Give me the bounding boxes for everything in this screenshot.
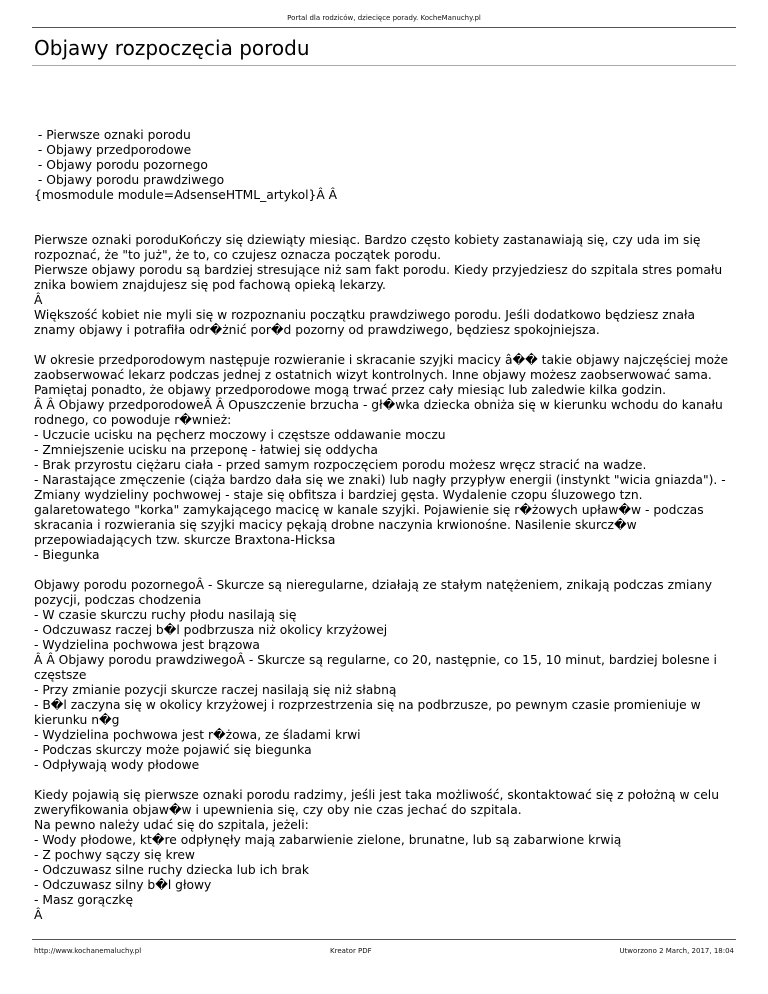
paragraph: Pierwsze objawy porodu są bardziej stresujące niż sam fakt porodu. Kiedy przyjedziesz do szpitala stres pomału znika bowiem znajdujesz się pod fachową opieką lekarzy. — [34, 263, 727, 292]
list-item: - Biegunka — [34, 548, 100, 562]
list-item: - B�l zaczyna się w okolicy krzyżowej i rozprzestrzenia się na podbrzusze, po pewnym czasie promieniuje w kierunku n�g — [34, 698, 705, 727]
module-tag: {mosmodule module=AdsenseHTML_artykol}Â Â — [34, 188, 338, 202]
toc-item: - Objawy przedporodowe — [34, 143, 192, 157]
paragraph: Â Â Objawy przedporodoweÂ Â Opuszczenie brzucha - gł�wka dziecka obniża się w kierunku wchodu do kanału rodnego, co powoduje r�wnież: — [34, 398, 727, 427]
list-item: - Brak przyrostu ciężaru ciała - przed samym rozpoczęciem porodu możesz wręcz stracić na wadze. — [34, 458, 647, 472]
paragraph: Â — [34, 293, 43, 307]
table-of-contents — [34, 128, 734, 203]
paragraph: W okresie przedporodowym następuje rozwieranie i skracanie szyjki macicy â�� takie objawy najczęściej może zaobserwować lekarz podczas jednej z ostatnich wizyt kontrolnych. Inne objawy możesz zaobserwować sama. Pamiętaj ponadto, że objawy przedporodowe mogą trwać przez cały miesiąc lub zaledwie kilka godzin. — [34, 353, 732, 397]
footer-created-date: Utworzono 2 March, 2017, 18:04 — [619, 947, 734, 955]
list-item: - Masz gorączkę — [34, 893, 134, 907]
paragraph: Â Â Objawy porodu prawdziwegoÂ - Skurcze są regularne, co 20, następnie, co 15, 10 minut, bardziej bolesne i częstsze — [34, 653, 721, 682]
paragraph: Â — [34, 908, 43, 922]
footer-generator: Kreator PDF — [330, 947, 372, 955]
list-item: - Wydzielina pochwowa jest brązowa — [34, 638, 260, 652]
list-item: - Zmniejszenie ucisku na przeponę - łatwiej się oddycha — [34, 443, 378, 457]
site-caption: Portal dla rodziców, dziecięce porady. KocheManuchy.pl — [287, 14, 481, 22]
toc-item: - Objawy porodu prawdziwego — [34, 173, 225, 187]
article-body — [34, 128, 734, 923]
list-item: - Przy zmianie pozycji skurcze raczej nasilają się niż słabną — [34, 683, 397, 697]
toc-item: - Pierwsze oznaki porodu — [34, 128, 191, 142]
footer-divider — [32, 939, 736, 940]
list-item: - Uczucie ucisku na pęcherz moczowy i częstsze oddawanie moczu — [34, 428, 446, 442]
list-item: - Odpływają wody płodowe — [34, 758, 200, 772]
header-divider — [32, 27, 736, 28]
section-false-vs-true-labor — [34, 578, 734, 773]
list-item: - Odczuwasz silny b�l głowy — [34, 878, 212, 892]
paragraph: Kiedy pojawią się pierwsze oznaki porodu radzimy, jeśli jest taka możliwość, skontaktować się z położną w celu zweryfikowania objaw�w i upewnienia się, czy oby nie czas jechać do szpitala. — [34, 788, 723, 817]
article-title: Objawy rozpoczęcia porodu — [34, 36, 310, 60]
paragraph: Objawy porodu pozornegoÂ - Skurcze są nieregularne, działają ze stałym natężeniem, znikają podczas zmiany pozycji, podczas chodzenia — [34, 578, 716, 607]
list-item: - Wody płodowe, kt�re odpłynęły mają zabarwienie zielone, brunatne, lub są zabarwione krwią — [34, 833, 622, 847]
paragraph: Na pewno należy udać się do szpitala, jeżeli: — [34, 818, 309, 832]
paragraph: Większość kobiet nie myli się w rozpoznaniu początku prawdziwego porodu. Jeśli dodatkowo będziesz znała znamy objawy i potrafiła odr�żnić por�d pozorny od prawdziwego, będziesz spokojniejsza. — [34, 308, 699, 337]
title-divider — [32, 65, 736, 66]
section-first-signs — [34, 233, 734, 338]
section-prelabor-signs — [34, 353, 734, 563]
list-item: - Wydzielina pochwowa jest r�żowa, ze śladami krwi — [34, 728, 361, 742]
list-item: - Odczuwasz raczej b�l podbrzusza niż okolicy krzyżowej — [34, 623, 388, 637]
toc-item: - Objawy porodu pozornego — [34, 158, 208, 172]
list-item: - W czasie skurczu ruchy płodu nasilają się — [34, 608, 297, 622]
list-item: - Z pochwy sączy się krew — [34, 848, 195, 862]
list-item: - Podczas skurczy może pojawić się biegunka — [34, 743, 312, 757]
list-item: - Odczuwasz silne ruchy dziecka lub ich brak — [34, 863, 309, 877]
footer-url: http://www.kochanemaluchy.pl — [34, 947, 142, 955]
list-item: - Narastające zmęczenie (ciąża bardzo dała się we znaki) lub nagły przypływ energii (instynkt "wicia gniazda"). - Zmiany wydzieliny pochwowej - staje się obfitsza i bardziej gęsta. Wydalenie czopu śluzowego tzn. galaretowatego "korka" zamykającego macicę w kanale szyjki. Pojawienie się r�żowych upław�w - podczas skracania i rozwierania się szyjki macicy pękają drobne naczynia krwionośne. Nasilenie skurcz�w przepowiadających tzw. skurcze Braxtona-Hicksa — [34, 473, 730, 547]
paragraph: Pierwsze oznaki poroduKończy się dziewiąty miesiąc. Bardzo często kobiety zastanawiają się, czy uda im się rozpoznać, że "to już", że to, co czujesz oznacza początek porodu. — [34, 233, 705, 262]
section-when-to-go-to-hospital — [34, 788, 734, 923]
